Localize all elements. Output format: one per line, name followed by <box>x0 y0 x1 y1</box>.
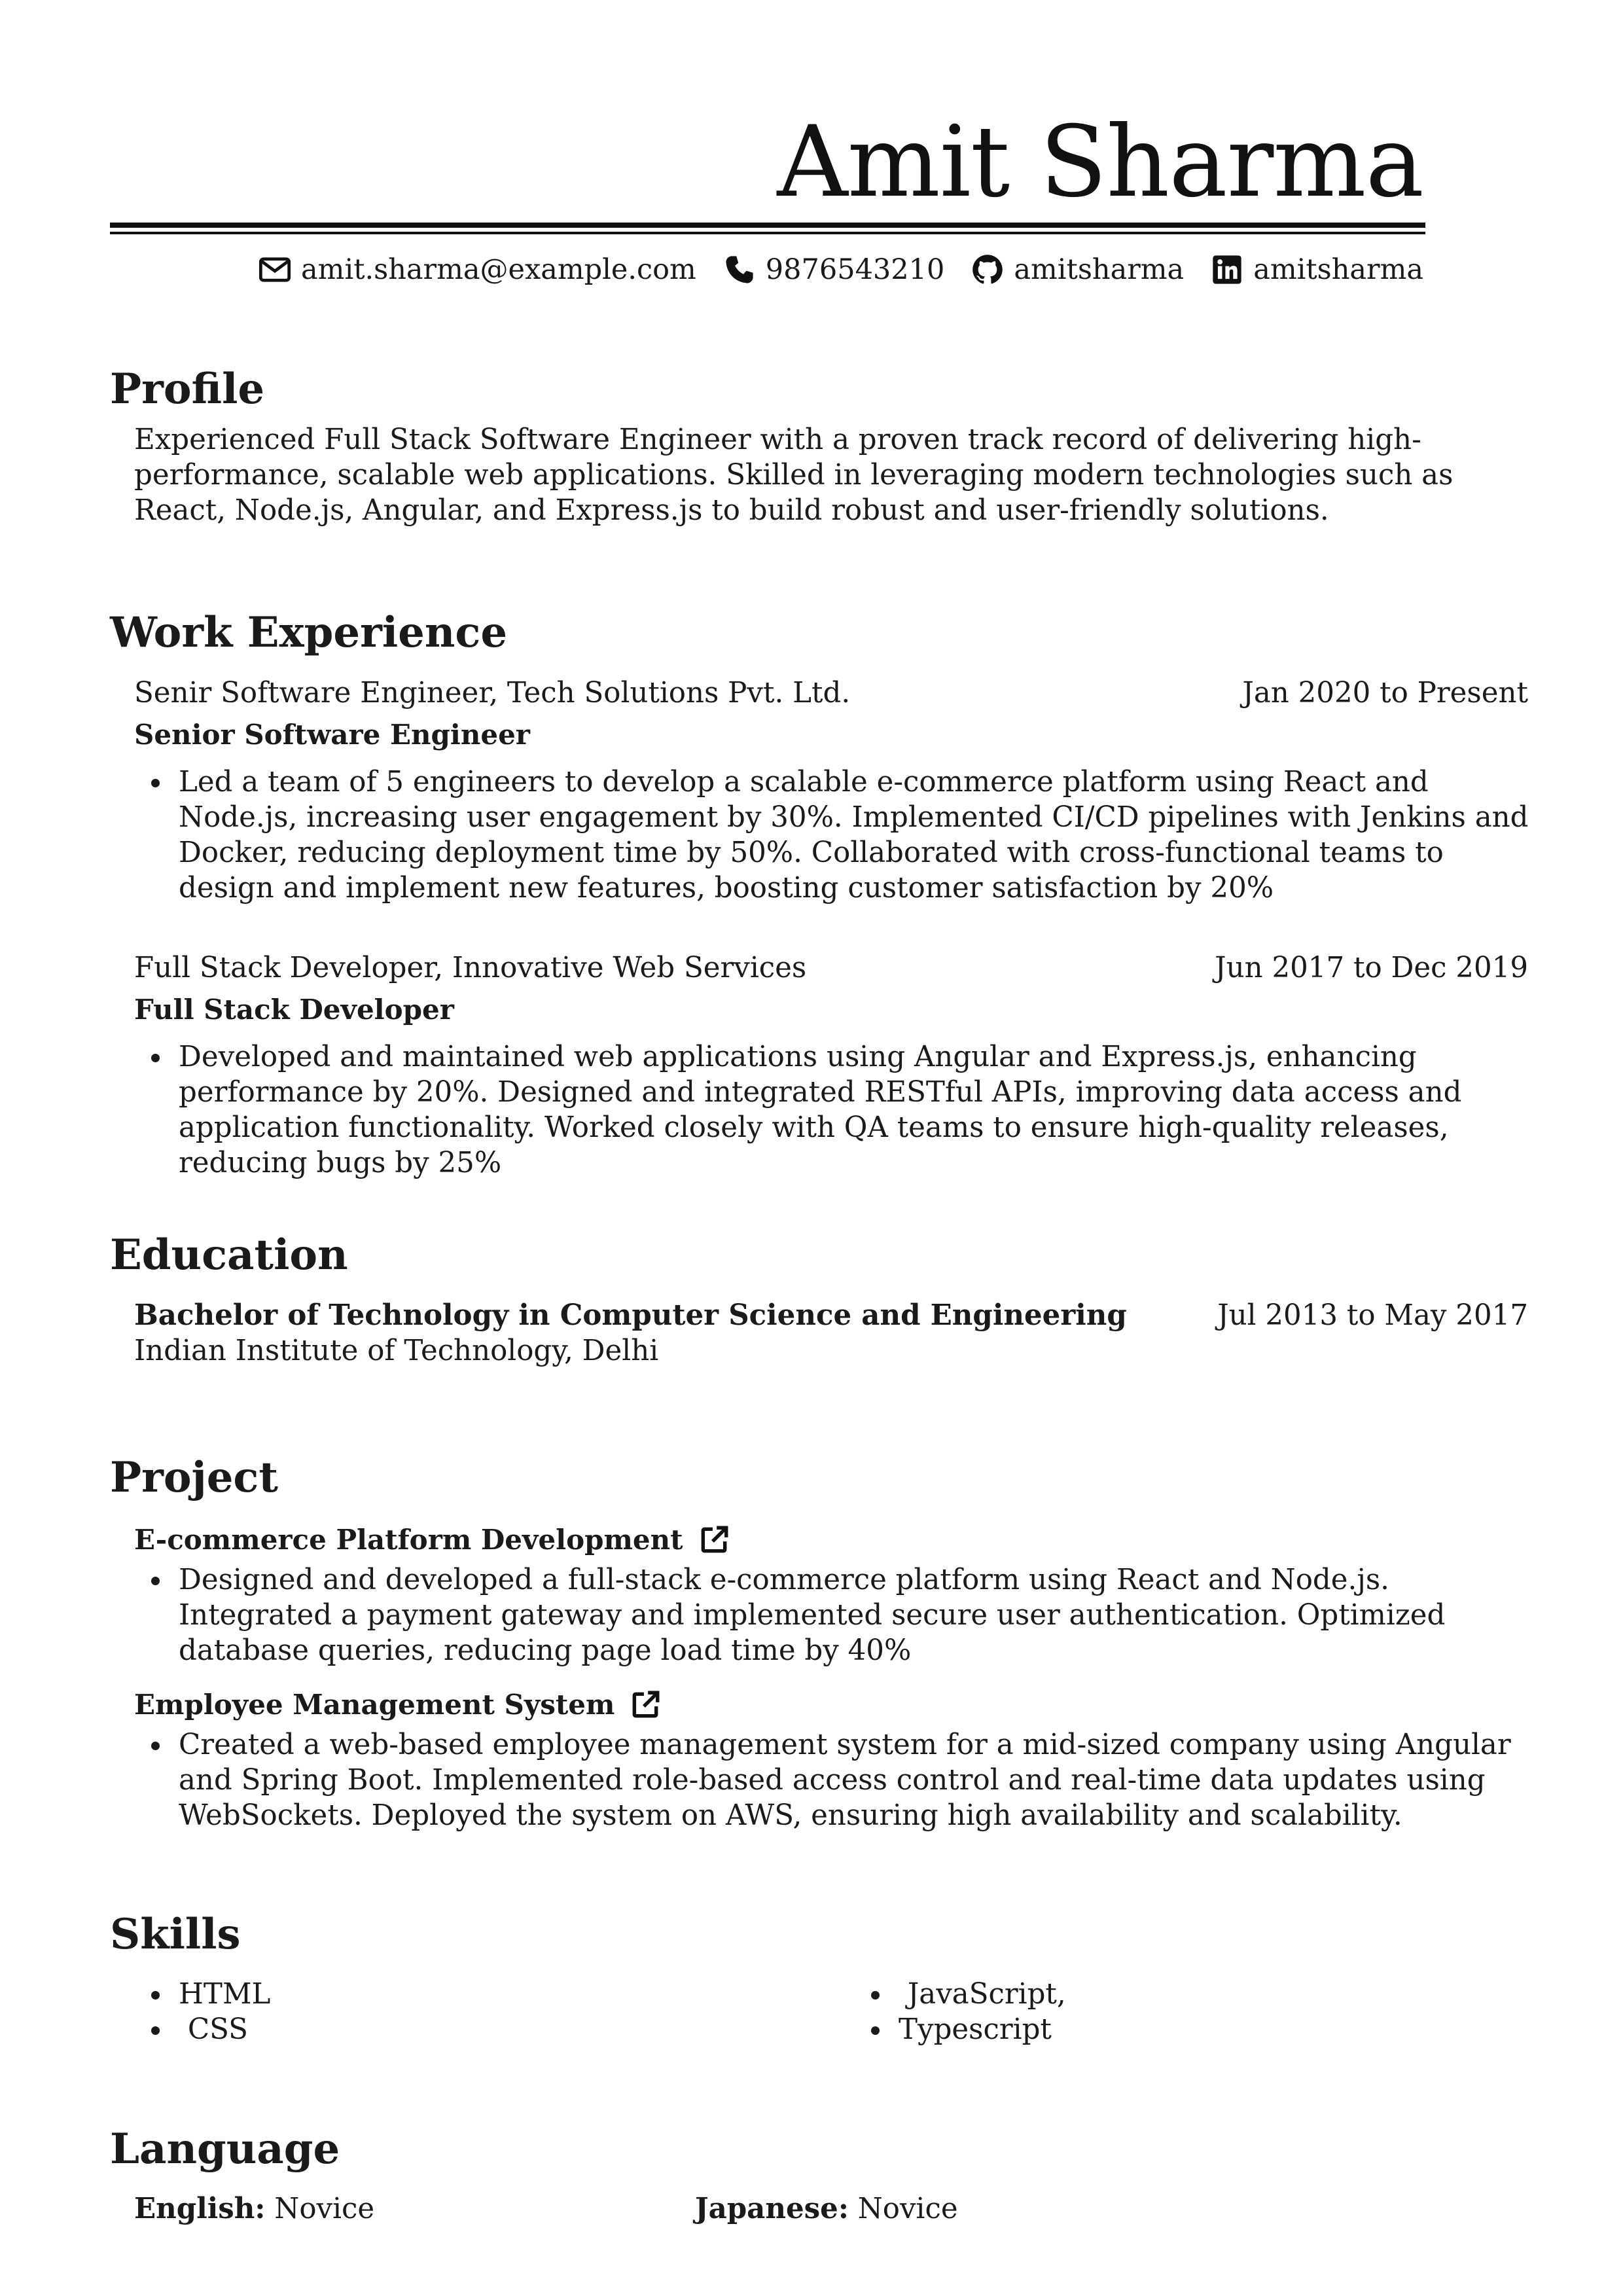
external-link-icon[interactable] <box>629 1689 662 1721</box>
profile-text: Experienced Full Stack Software Engineer with a proven track record of delivering high-performance, scalable web applications. Skilled in leveraging modern technologies such as React, Node.js, Angular, and Express.js to build robust and user-friendly solutions. <box>134 423 1454 527</box>
education-row <box>134 1298 1528 1333</box>
work-heading: Work Experience <box>110 608 508 657</box>
linkedin-icon <box>1210 253 1244 287</box>
contact-github[interactable] <box>971 253 1184 287</box>
skills-column-2 <box>854 1977 1066 2047</box>
job-title: Full Stack Developer <box>134 994 454 1026</box>
list-item: Created a web-based employee management system for a mid-sized company using Angular and Spring Boot. Implemented role-based access control and real-time data updates using WebSockets. Deployed the system on AWS, ensuring high availability and scalability. <box>134 1727 1535 1833</box>
language-entry <box>695 2191 958 2227</box>
project-title-text: E-commerce Platform Development <box>134 1524 683 1556</box>
project-title[interactable] <box>134 1685 662 1725</box>
degree-name: Bachelor of Technology in Computer Science and Engineering <box>134 1299 1127 1332</box>
email-text: amit.sharma@example.com <box>301 253 696 286</box>
external-link-icon[interactable] <box>698 1524 730 1556</box>
list-item: Led a team of 5 engineers to develop a scalable e-commerce platform using React and Node.js, increasing user engagement by 30%. Implemented CI/CD pipelines with Jenkins and Docker, reducing deployment time by 50%. Collaborated with cross-functional teams to design and implement new features, boosting customer satisfaction by 20% <box>134 764 1535 906</box>
language-name: English: <box>134 2192 266 2225</box>
github-icon <box>971 253 1005 287</box>
contact-phone[interactable] <box>722 253 945 287</box>
envelope-icon <box>258 253 292 287</box>
candidate-name: Amit Sharma <box>777 105 1423 219</box>
school-name: Indian Institute of Technology, Delhi <box>134 1335 659 1367</box>
education-dates: Jul 2013 to May 2017 <box>1217 1299 1528 1332</box>
job-company-line: Senir Software Engineer, Tech Solutions Pvt. Ltd. <box>134 677 851 709</box>
job-bullets <box>134 764 1535 906</box>
contact-linkedin[interactable] <box>1210 253 1423 287</box>
project-title-text: Employee Management System <box>134 1689 615 1721</box>
project-bullets <box>134 1562 1535 1668</box>
job-company-line: Full Stack Developer, Innovative Web Services <box>134 952 807 984</box>
job-bullets <box>134 1039 1535 1181</box>
project-bullets <box>134 1727 1535 1833</box>
skill-item: JavaScript, <box>854 1977 1066 2012</box>
skill-item: CSS <box>134 2012 270 2047</box>
skill-item: HTML <box>134 1977 270 2012</box>
language-name: Japanese: <box>695 2192 849 2225</box>
project-heading: Project <box>110 1453 278 1502</box>
header-rule-thin <box>110 232 1425 234</box>
contact-bar <box>258 249 1423 291</box>
language-level: Novice <box>857 2193 958 2225</box>
language-entry <box>134 2191 374 2227</box>
job-header-row <box>134 675 1528 711</box>
project-title[interactable] <box>134 1520 730 1560</box>
contact-email[interactable] <box>258 253 696 287</box>
skills-heading: Skills <box>110 1910 241 1959</box>
header-rule-thick <box>110 223 1425 228</box>
github-text: amitsharma <box>1014 253 1185 286</box>
language-level: Novice <box>274 2193 375 2225</box>
phone-text: 9876543210 <box>765 253 945 286</box>
list-item: Designed and developed a full-stack e-commerce platform using React and Node.js. Integrated a payment gateway and implemented secure user authentication. Optimized database queries, reducing page load time by 40% <box>134 1562 1535 1668</box>
linkedin-text: amitsharma <box>1253 253 1423 286</box>
profile-heading: Profile <box>110 365 265 414</box>
education-heading: Education <box>110 1230 348 1280</box>
skills-column-1 <box>134 1977 270 2047</box>
job-title: Senior Software Engineer <box>134 719 530 751</box>
skill-item: Typescript <box>854 2012 1066 2047</box>
phone-icon <box>722 253 757 287</box>
job-dates: Jun 2017 to Dec 2019 <box>1215 952 1528 984</box>
job-dates: Jan 2020 to Present <box>1242 677 1528 709</box>
language-heading: Language <box>110 2125 340 2174</box>
list-item: Developed and maintained web applications using Angular and Express.js, enhancing performance by 20%. Designed and integrated RESTful APIs, improving data access and application functionality. Worked closely with QA teams to ensure high-quality releases, reducing bugs by 25% <box>134 1039 1535 1181</box>
job-header-row <box>134 950 1528 986</box>
